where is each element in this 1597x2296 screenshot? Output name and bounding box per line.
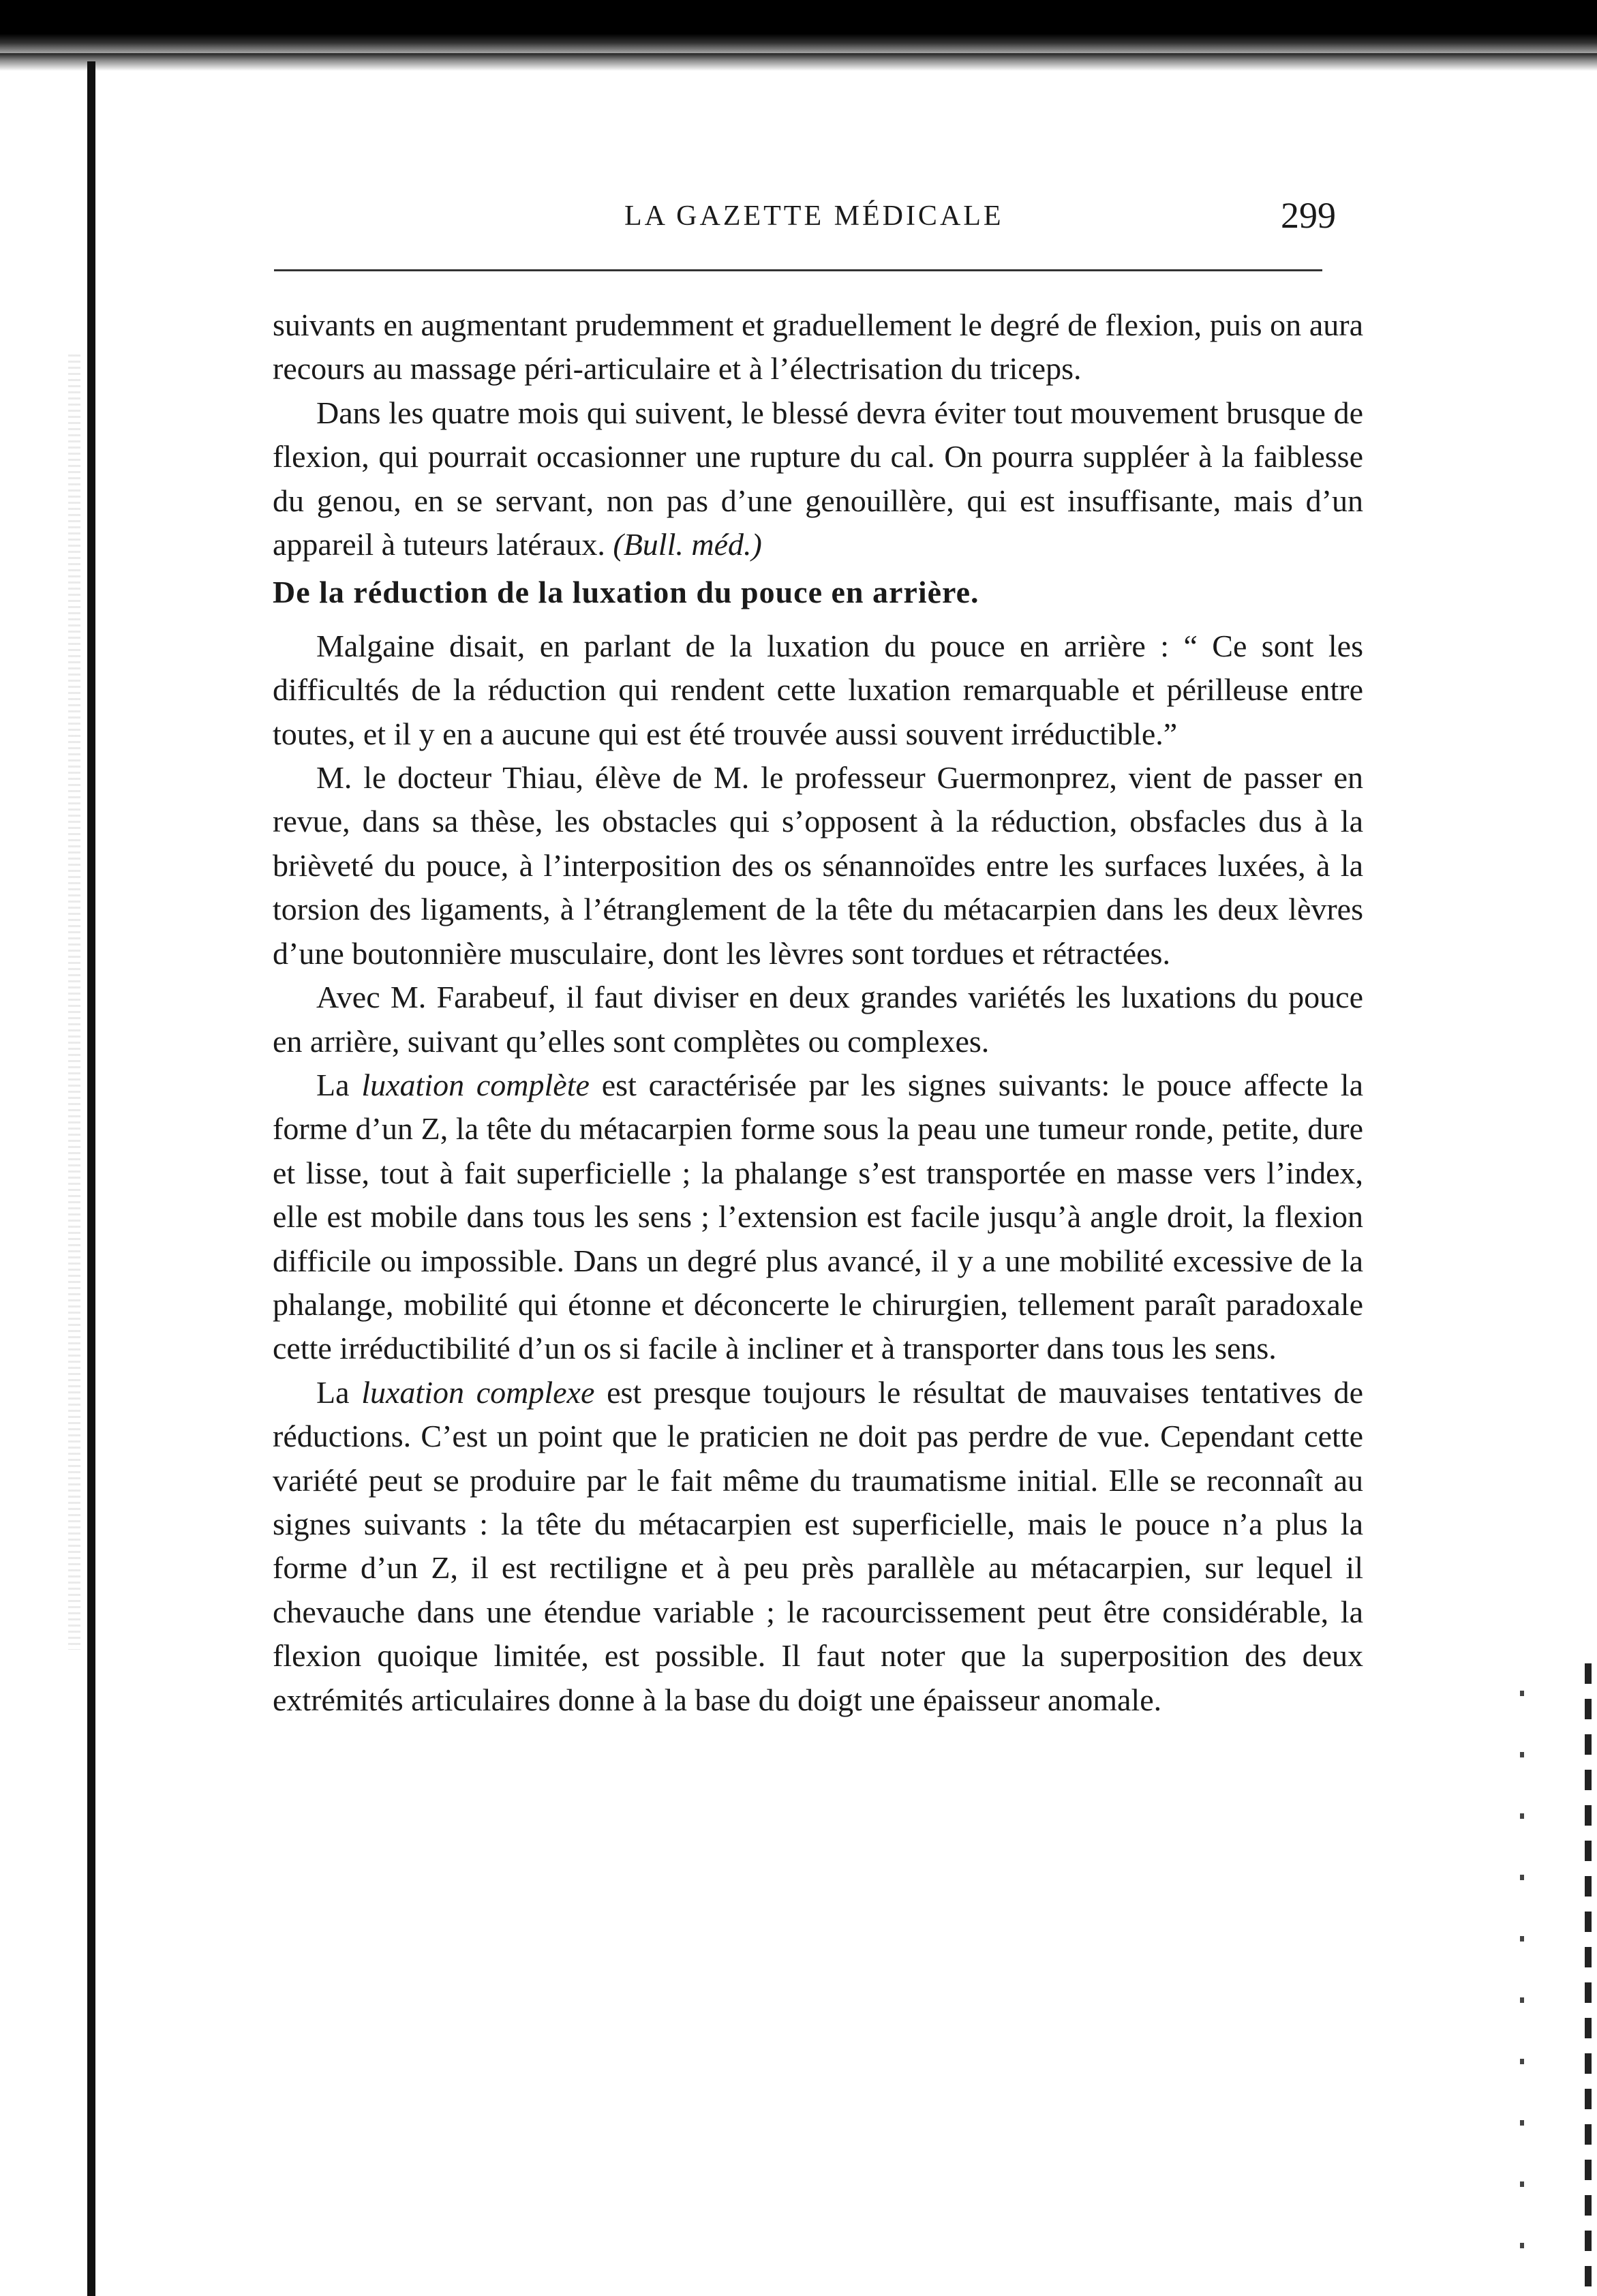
margin-specks — [1520, 1691, 1524, 2291]
paragraph-text: est presque toujours le résultat de mauvaises tentatives de réductions. C’est un point que le praticien ne doit pas perdre de vue. Cependant cette variété peut se produire par le fait même du traumatisme initial. Elle se reconnaît au signes suivants : la tête du métacarpien est superficielle, mais le pouce n’a plus la forme d’un Z, il est rectiligne et à peu près parallèle au métacarpien, sur lequel il chevauche dans une étendue variable ; le racourcissement peut être considérable, la flexion quoique limitée, est possible. Il faut noter que la superposition des deux extrémités articulaires donne à la base du doigt une épaisseur anomale. — [273, 1374, 1364, 1717]
paragraph-recovery — [273, 391, 1363, 567]
term-complete: luxation complète — [361, 1067, 590, 1102]
paragraph-thiau: M. le docteur Thiau, élève de M. le professeur Guermonprez, vient de passer en revue, dans sa thèse, les obstacles qui s’opposent à la réduction, obsfacles dus à la brièveté du pouce, à l’interposition des os sénannoïdes entre les surfaces luxées, à la torsion des ligaments, à l’étranglement de la tête du métacarpien dans les deux lèvres d’une boutonnière musculaire, dont les lèvres sont tordues et rétractées. — [273, 760, 1363, 971]
binding-edge — [87, 61, 95, 2296]
page-number: 299 — [1281, 195, 1336, 236]
paragraph-lead: La — [316, 1374, 350, 1410]
term-complex: luxation complexe — [361, 1374, 595, 1410]
paragraph-complex — [273, 1371, 1363, 1722]
page-top-shadow — [0, 53, 1597, 71]
citation: (Bull. méd.) — [613, 527, 762, 562]
paragraph-text: Dans les quatre mois qui suivent, le blessé devra éviter tout mouvement brusque de flexion, qui pourrait occasionner une rupture du cal. On pourra suppléer à la faiblesse du genou, en se servant, non pas d’une genouillère, qui est insuffisante, mais d’un appareil à tuteurs latéraux. — [273, 395, 1363, 562]
paragraph-lead: La — [316, 1067, 350, 1102]
paragraph-continuation: suivants en augmentant prudemment et graduellement le degré de flexion, puis on aura recours au massage péri-articulaire et à l’électrisation du triceps. — [273, 307, 1363, 387]
paragraph-complete — [273, 1063, 1363, 1371]
journal-title: LA GAZETTE MÉDICALE — [624, 200, 1004, 232]
header-rule — [274, 269, 1322, 271]
binding-shadow — [68, 354, 80, 1650]
paragraph-text: est caractérisée par les signes suivants: le pouce affecte la forme d’un Z, la tête du métacarpien forme sous la peau une tumeur ronde, petite, dure et lisse, tout à fait superficielle ; la phalange s’est transportée en masse vers l’index, elle est mobile dans tous les sens ; l’extension est facile jusqu’à angle droit, la flexion difficile ou impossible. Dans un degré plus avancé, il y a une mobilité excessive de la phalange, mobilité qui étonne et déconcerte le chirurgien, tellement paraît paradoxale cette irréductibilité d’un os si facile à incliner et à transporter dans tous les sens. — [273, 1067, 1364, 1366]
paragraph-malgaine: Malgaine disait, en parlant de la luxation du pouce en arrière : “ Ce sont les difficultés de la réduction qui rendent cette luxation remarquable et périlleuse entre toutes, et il y en a aucune qui est été trouvée aussi souvent irréductible.” — [273, 628, 1363, 751]
page-right-edge — [1585, 1663, 1592, 2291]
section-title: De la réduction de la luxation du pouce en arrière. — [273, 575, 979, 610]
article-body — [273, 303, 1363, 1722]
paragraph-farabeuf: Avec M. Farabeuf, il faut diviser en deux grandes variétés les luxations du pouce en arrière, suivant qu’elles sont complètes ou complexes. — [273, 980, 1363, 1059]
page-top-edge — [0, 0, 1597, 61]
running-head — [273, 194, 1336, 242]
